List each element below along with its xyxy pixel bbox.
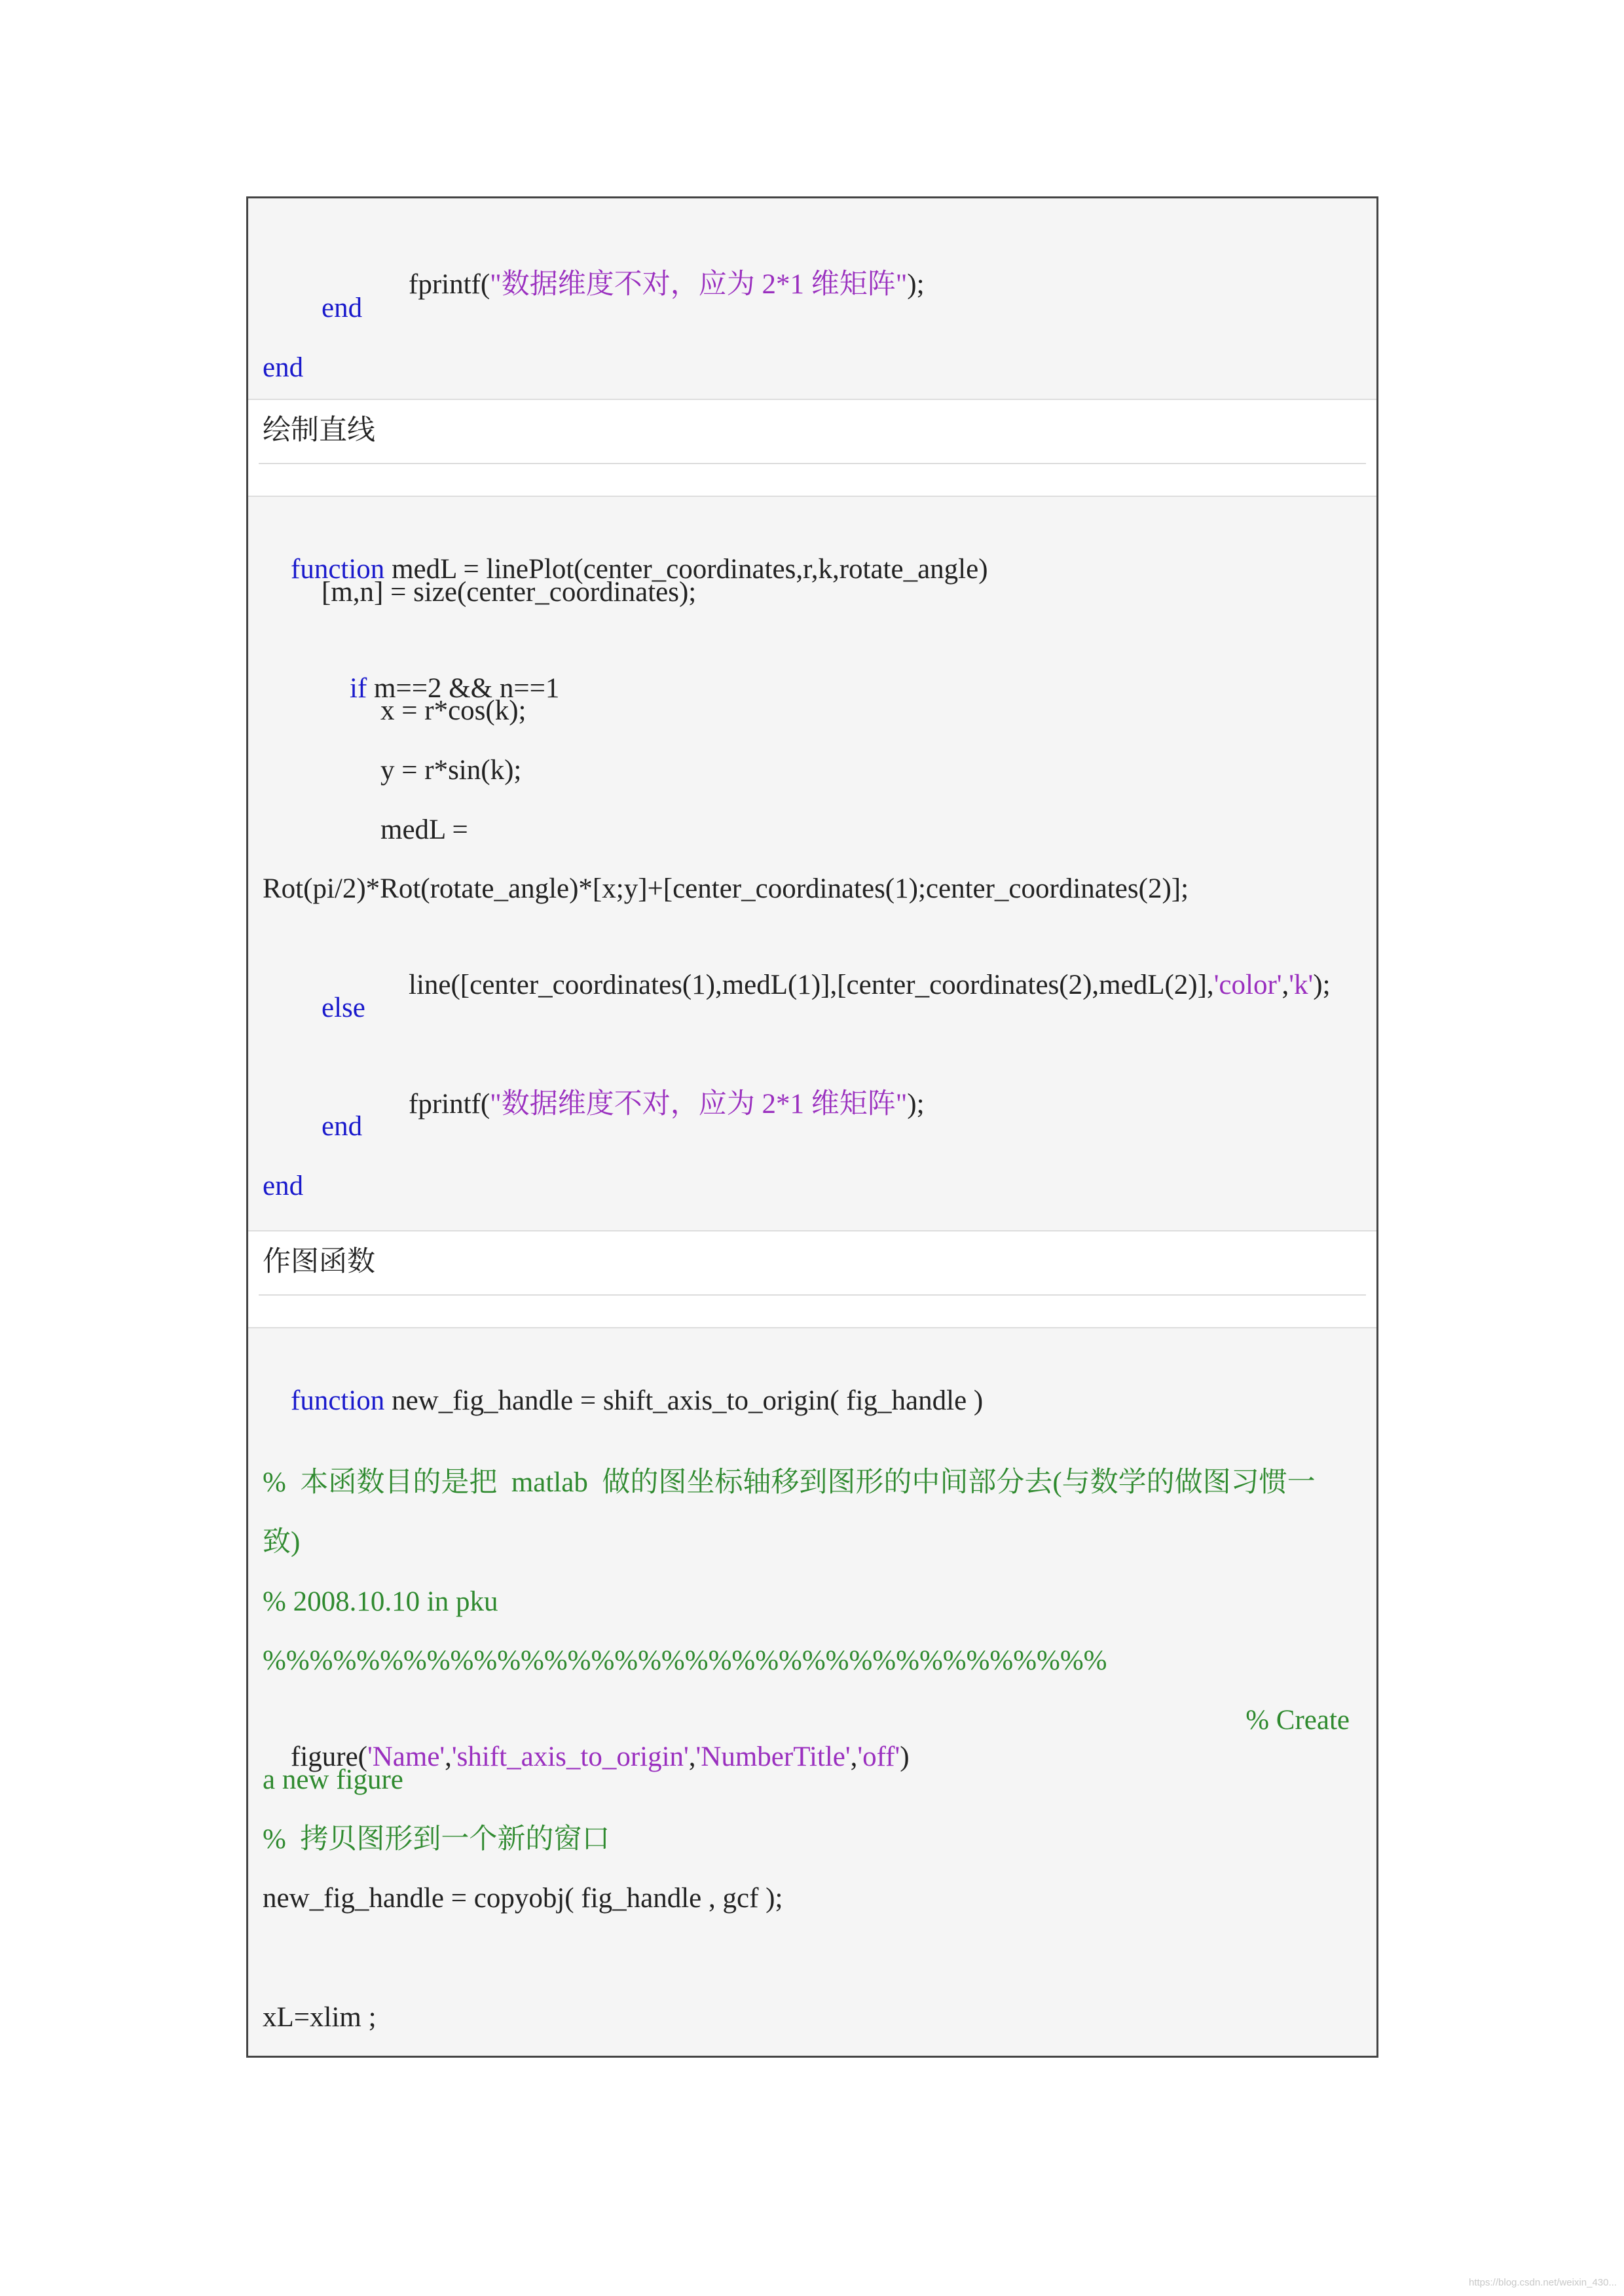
code-line: xL=xlim ;	[263, 2002, 377, 2033]
code-text: figure(	[291, 1741, 367, 1772]
string-literal: 'shift_axis_to_origin'	[451, 1741, 689, 1772]
code-line	[380, 230, 925, 300]
code-text: ,	[688, 1741, 696, 1772]
code-text: line([center_coordinates(1),medL(1)],[center_coordinates(2),medL(2)],	[409, 970, 1214, 1000]
section-title: 作图函数	[263, 1245, 375, 1278]
code-text: );	[907, 269, 925, 300]
keyword-end: end	[322, 1111, 363, 1142]
keyword-else: else	[322, 993, 365, 1023]
code-text: ,	[850, 1741, 858, 1772]
code-line: new_fig_handle = copyobj( fig_handle , gcf );	[263, 1883, 783, 1914]
keyword-end: end	[263, 1171, 304, 1201]
code-document-frame	[246, 196, 1378, 2058]
code-text: ,	[445, 1741, 452, 1772]
code-line: medL =	[380, 814, 468, 845]
code-line: Rot(pi/2)*Rot(rotate_angle)*[x;y]+[center_coordinates(1);center_coordinates(2)];	[263, 873, 1189, 904]
string-literal: 'off'	[857, 1741, 900, 1772]
code-text: );	[907, 1089, 925, 1120]
code-text: );	[1313, 970, 1331, 1000]
code-text: fprintf(	[409, 1089, 490, 1120]
section-heading-draw-line	[248, 399, 1376, 497]
comment-line: %%%%%%%%%%%%%%%%%%%%%%%%%%%%%%%%%%%%	[263, 1645, 1107, 1676]
comment-line: 致)	[263, 1527, 301, 1558]
code-text: )	[900, 1741, 910, 1772]
code-line	[263, 515, 988, 585]
keyword-if: if	[350, 673, 367, 704]
code-text: medL = linePlot(center_coordinates,r,k,rotate_angle)	[384, 554, 988, 585]
code-line	[263, 1346, 984, 1416]
keyword-end: end	[263, 352, 304, 383]
comment-line: % 拷贝图形到一个新的窗口	[263, 1824, 610, 1855]
divider	[259, 463, 1366, 464]
string-literal: "数据维度不对，应为 2*1 维矩阵"	[490, 1089, 908, 1120]
divider	[259, 1294, 1366, 1296]
string-literal: 'NumberTitle'	[695, 1741, 851, 1772]
code-line: y = r*sin(k);	[380, 755, 522, 786]
string-literal: "数据维度不对，应为 2*1 维矩阵"	[490, 269, 908, 300]
section-heading-plot-function	[248, 1230, 1376, 1328]
watermark-text: https://blog.csdn.net/weixin_430...	[1469, 2277, 1617, 2288]
code-line	[322, 634, 560, 704]
code-text: fprintf(	[409, 269, 490, 300]
code-line: x = r*cos(k);	[380, 695, 526, 726]
comment-line: % 本函数目的是把 matlab 做的图坐标轴移到图形的中间部分去(与数学的做图习惯一	[263, 1467, 1316, 1498]
code-line	[380, 930, 1331, 1000]
code-line: [m,n] = size(center_coordinates);	[322, 577, 697, 608]
keyword-function: function	[291, 554, 385, 585]
code-text: new_fig_handle = shift_axis_to_origin( fig_handle )	[384, 1385, 984, 1416]
string-literal: 'Name'	[367, 1741, 445, 1772]
code-text: m==2 && n==1	[367, 673, 560, 704]
code-line	[263, 1702, 1350, 1772]
comment-line: % 2008.10.10 in pku	[263, 1586, 498, 1617]
comment-line: a new figure	[263, 1764, 403, 1795]
keyword-end: end	[322, 293, 363, 323]
string-literal: 'k'	[1289, 970, 1314, 1000]
code-text: ,	[1282, 970, 1289, 1000]
string-literal: 'color'	[1213, 970, 1282, 1000]
comment-text: % Create	[1246, 1705, 1350, 1736]
keyword-function: function	[291, 1385, 385, 1416]
code-line	[380, 1049, 925, 1120]
section-title: 绘制直线	[263, 414, 375, 446]
